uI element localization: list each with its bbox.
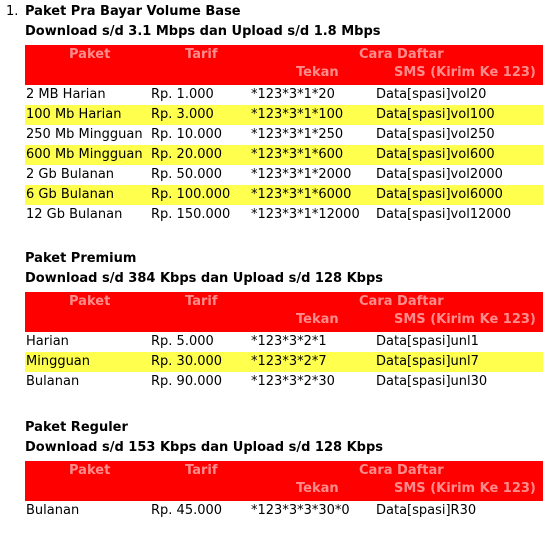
header-paket: Paket [69,47,111,62]
cell-paket: 6 Gb Bulanan [26,187,115,202]
cell-sms: Data[spasi]vol6000 [376,187,503,202]
section-reguler [25,420,543,521]
table-row [25,145,543,165]
cell-tekan: *123*3*2*7 [251,354,327,369]
cell-tarif: Rp. 30.000 [151,354,223,369]
cell-sms: Data[spasi]vol2000 [376,167,503,182]
cell-tekan: *123*3*1*2000 [251,167,352,182]
header-tarif: Tarif [185,47,218,62]
header-cara-daftar: Cara Daftar [359,294,444,309]
cell-tekan: *123*3*1*6000 [251,187,352,202]
header-sms: SMS (Kirim Ke 123) [394,481,536,496]
section-subtitle: Download s/d 3.1 Mbps dan Upload s/d 1.8 Mbps [25,24,381,39]
cell-tekan: *123*3*1*12000 [251,207,360,222]
cell-paket: 100 Mb Harian [26,107,122,122]
header-tekan: Tekan [296,65,339,80]
cell-tarif: Rp. 45.000 [151,503,223,518]
cell-paket: Harian [26,334,69,349]
cell-tarif: Rp. 5.000 [151,334,214,349]
cell-tekan: *123*3*1*100 [251,107,344,122]
section-volume-base [25,4,543,225]
table-row [25,205,543,225]
header-tarif: Tarif [185,294,218,309]
table-row [25,185,543,205]
table-header [25,461,543,501]
table-row [25,105,543,125]
cell-sms: Data[spasi]unl7 [376,354,479,369]
cell-sms: Data[spasi]vol600 [376,147,495,162]
section-subtitle: Download s/d 384 Kbps dan Upload s/d 128 Kbps [25,271,384,286]
cell-tarif: Rp. 100.000 [151,187,231,202]
table-row [25,352,543,372]
cell-paket: Bulanan [26,374,80,389]
cell-sms: Data[spasi]unl30 [376,374,488,389]
table-row [25,372,543,392]
section-premium [25,251,543,392]
cell-sms: Data[spasi]R30 [376,503,477,518]
cell-tarif: Rp. 20.000 [151,147,223,162]
price-table [25,461,543,521]
header-sms: SMS (Kirim Ke 123) [394,312,536,327]
cell-tarif: Rp. 90.000 [151,374,223,389]
cell-paket: Mingguan [26,354,91,369]
table-header [25,45,543,85]
cell-tarif: Rp. 1.000 [151,87,214,102]
price-table [25,292,543,392]
cell-tekan: *123*3*2*30 [251,374,335,389]
table-row [25,165,543,185]
cell-paket: 2 MB Harian [26,87,106,102]
cell-tarif: Rp. 150.000 [151,207,231,222]
header-sms: SMS (Kirim Ke 123) [394,65,536,80]
section-title: Paket Premium [25,251,137,266]
header-tekan: Tekan [296,481,339,496]
cell-tekan: *123*3*1*600 [251,147,344,162]
cell-paket: Bulanan [26,503,80,518]
header-tekan: Tekan [296,312,339,327]
cell-sms: Data[spasi]vol20 [376,87,487,102]
cell-tekan: *123*3*3*30*0 [251,503,350,518]
cell-paket: 12 Gb Bulanan [26,207,123,222]
cell-sms: Data[spasi]vol250 [376,127,495,142]
header-paket: Paket [69,463,111,478]
cell-paket: 600 Mb Mingguan [26,147,143,162]
cell-paket: 250 Mb Mingguan [26,127,143,142]
header-cara-daftar: Cara Daftar [359,47,444,62]
cell-tarif: Rp. 50.000 [151,167,223,182]
list-number: 1. [6,4,19,19]
cell-paket: 2 Gb Bulanan [26,167,115,182]
header-tarif: Tarif [185,463,218,478]
cell-tarif: Rp. 10.000 [151,127,223,142]
cell-tekan: *123*3*1*20 [251,87,335,102]
cell-tekan: *123*3*1*250 [251,127,344,142]
price-table [25,45,543,225]
cell-sms: Data[spasi]unl1 [376,334,479,349]
table-header [25,292,543,332]
header-paket: Paket [69,294,111,309]
cell-tarif: Rp. 3.000 [151,107,214,122]
cell-sms: Data[spasi]vol100 [376,107,495,122]
header-cara-daftar: Cara Daftar [359,463,444,478]
section-title: Paket Reguler [25,420,128,435]
section-title: Paket Pra Bayar Volume Base [25,4,241,19]
table-row [25,332,543,352]
cell-tekan: *123*3*2*1 [251,334,327,349]
section-subtitle: Download s/d 153 Kbps dan Upload s/d 128 Kbps [25,440,384,455]
table-row [25,85,543,105]
cell-sms: Data[spasi]vol12000 [376,207,512,222]
table-row [25,501,543,521]
table-row [25,125,543,145]
